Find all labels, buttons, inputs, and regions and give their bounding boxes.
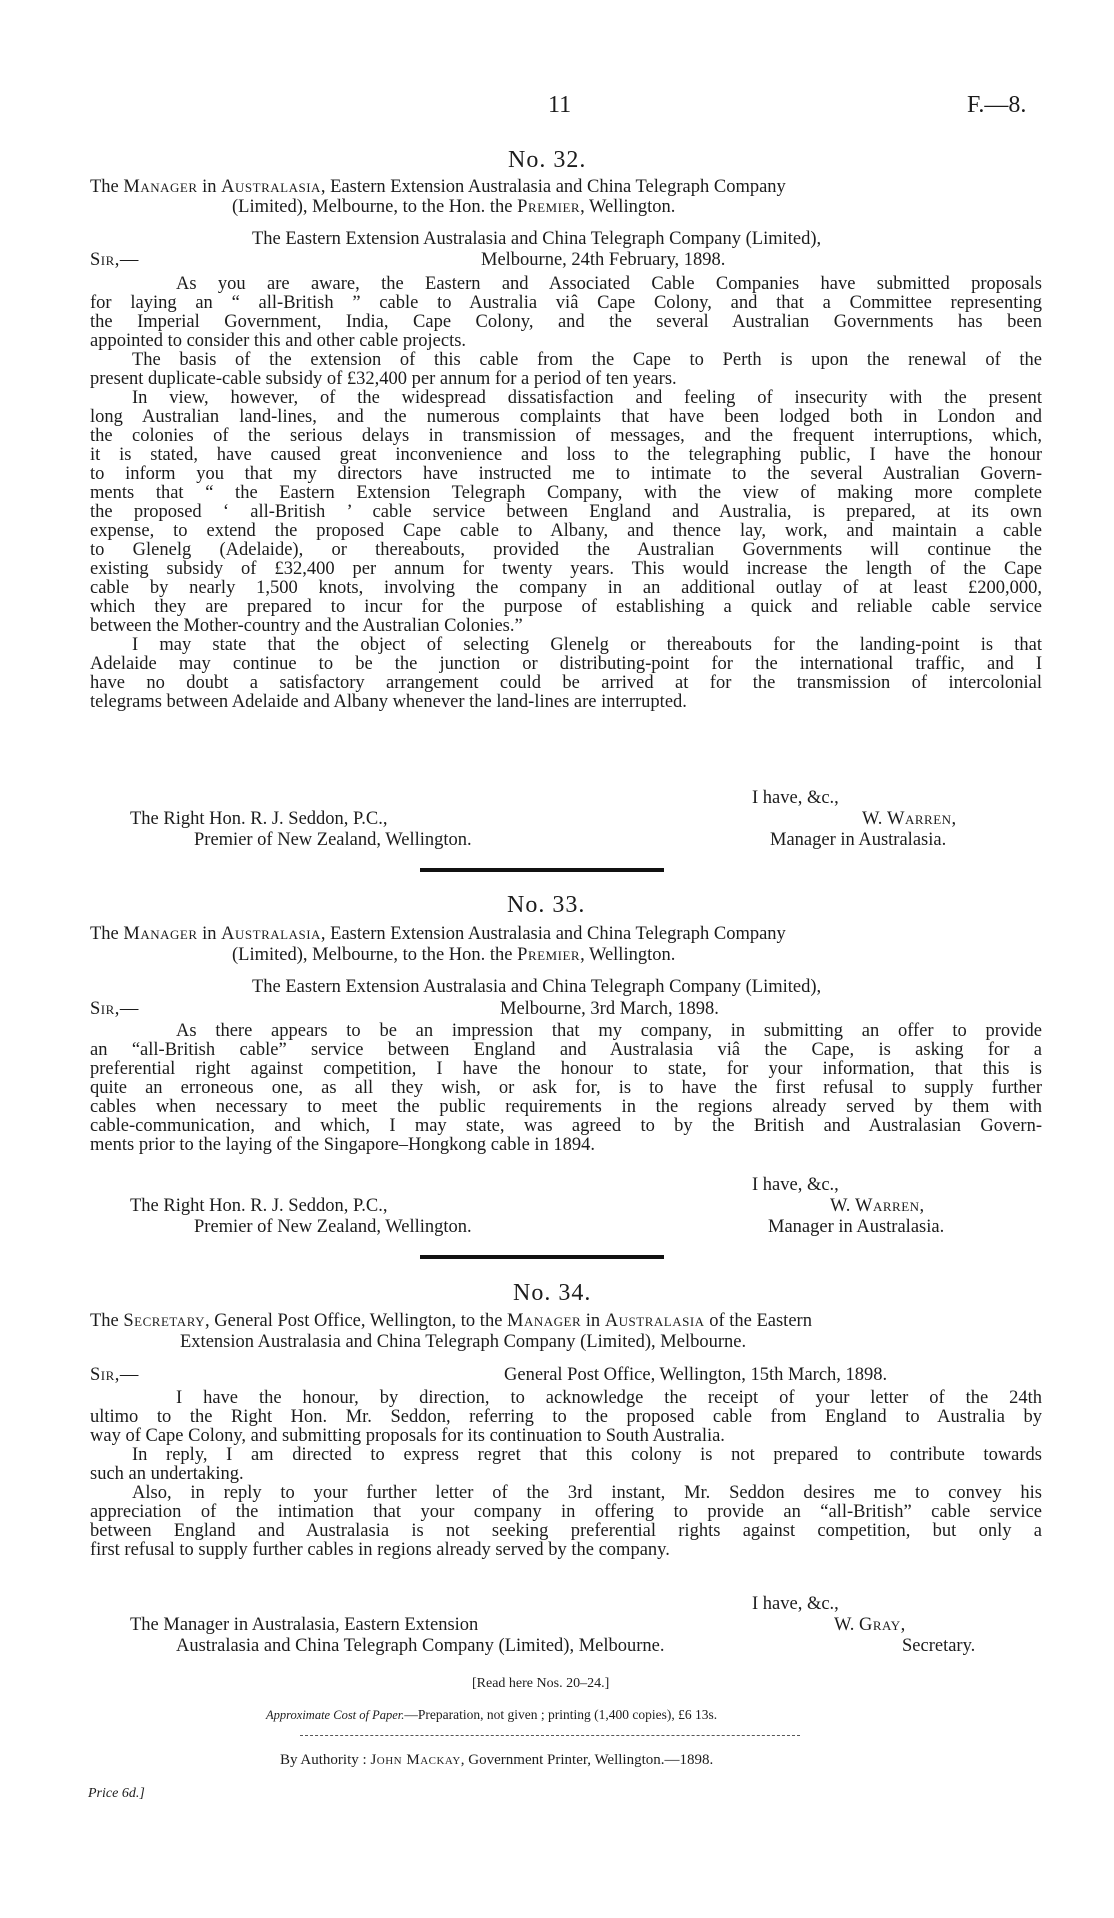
paragraph: Also, in reply to your further letter of the 3rd instant, Mr. Seddon desires me to convey his appreciation of the intimation that your company in offering to provide an “all-British” cable service between England and Australasia is not seeking preferential rights against competition, but only a first refusal to supply further cables in regions already served by the company. [90, 1483, 1042, 1560]
sender-address: The Eastern Extension Australasia and China Telegraph Company (Limited), [252, 229, 822, 249]
paragraph: I may state that the object of selecting Glenelg or thereabouts for the landing-point is that Adelaide may continue to be the junction or distributing-point for the international traffic, and I have no doubt a satisfactory arrangement could be arrived at for the transmission of intercolonial telegrams between Adelaide and Albany whenever the land-lines are interrupted. [90, 635, 1042, 712]
paragraph: The basis of the extension of this cable from the Cape to Perth is upon the renewal of the present duplicate-cable subsidy of £32,400 per annum for a period of ten years. [90, 350, 1042, 389]
signatory: W. Warren, [862, 809, 957, 829]
paragraph: In reply, I am directed to express regret that this colony is not prepared to contribute towards such an undertaking. [90, 1445, 1042, 1484]
salutation: Sir,— [90, 250, 139, 270]
page-number: 11 [548, 92, 572, 118]
letter-heading-line: The Secretary, General Post Office, Wellington, to the Manager in Australasia of the Eastern [90, 1311, 812, 1331]
signatory-title: Manager in Australasia. [768, 1217, 945, 1237]
sender-date: Melbourne, 24th February, 1898. [481, 250, 726, 270]
addressee-line: The Right Hon. R. J. Seddon, P.C., [130, 1196, 388, 1216]
addressee-line: Premier of New Zealand, Wellington. [194, 830, 472, 850]
paragraph: As you are aware, the Eastern and Associated Cable Companies have submitted proposals for laying an “ all-British ” cable to Australia viâ Cape Colony, and that a Committee representing the Imperial Government, India, Cape Colony, and the several Australian Governments has been appointed to consider this and other cable projects. [90, 274, 1042, 351]
letter-body [90, 1022, 1042, 1155]
document-reference: F.—8. [967, 92, 1027, 118]
cost-note: Approximate Cost of Paper.—Preparation, not given ; printing (1,400 copies), £6 13s. [266, 1707, 718, 1722]
section-divider [420, 1255, 664, 1259]
price-note: Price 6d.] [88, 1786, 145, 1801]
addressee-line: The Manager in Australasia, Eastern Extension [130, 1615, 479, 1635]
footer-divider [300, 1735, 800, 1736]
letter-number: No. 33. [507, 892, 586, 918]
letter-heading-line: The Manager in Australasia, Eastern Extension Australasia and China Telegraph Company [90, 924, 786, 944]
section-divider [420, 868, 664, 872]
closing: I have, &c., [752, 788, 839, 808]
signatory: W. Warren, [830, 1196, 925, 1216]
printer-authority: By Authority : John Mackay, Government Printer, Wellington.—1898. [280, 1752, 714, 1768]
letter-number: No. 34. [513, 1280, 592, 1306]
paragraph: I have the honour, by direction, to acknowledge the receipt of your letter of the 24th ultimo to the Right Hon. Mr. Seddon, referring to the proposed cable from England to Australia by way of Cape Colony, and submitting proposals for its continuation to South Australia. [90, 1388, 1042, 1446]
letter-number: No. 32. [508, 147, 587, 173]
paragraph: As there appears to be an impression that my company, in submitting an offer to provide an “all-British cable” service between England and Australasia viâ the Cape, is asking for a preferential right against competition, I have the honour to state, for your information, that this is quite an erroneous one, as all they wish, or ask for, is to have the first refusal to supply further cables when necessary to meet the public requirements in the regions already served by them with cable-communication, and which, I may state, was agreed to by the British and Australasian Govern- ments prior to the laying of the Singapore–Hongkong cable in 1894. [90, 1021, 1042, 1155]
signatory-title: Manager in Australasia. [770, 830, 947, 850]
signatory: W. Gray, [834, 1615, 906, 1635]
salutation: Sir,— [90, 999, 139, 1019]
addressee-line: Premier of New Zealand, Wellington. [194, 1217, 472, 1237]
read-here-note: [Read here Nos. 20–24.] [472, 1676, 610, 1691]
sender-date: Melbourne, 3rd March, 1898. [500, 999, 719, 1019]
letter-heading-line: The Manager in Australasia, Eastern Extension Australasia and China Telegraph Company [90, 177, 786, 197]
letter-body [90, 275, 1042, 712]
letter-heading-line: (Limited), Melbourne, to the Hon. the Premier, Wellington. [232, 945, 676, 965]
letter-body [90, 1389, 1042, 1560]
paragraph: In view, however, of the widespread dissatisfaction and feeling of insecurity with the present long Australian land-lines, and the numerous complaints that have been lodged both in London and the colonies of the serious delays in transmission of messages, and the frequent interruptions, which, it is stated, have caused great inconvenience and loss to the telegraphing public, I have the honour to inform you that my directors have instructed me to intimate to the several Australian Govern- ments that “ the Eastern Extension Telegraph Company, with the view of making more complete the proposed ‘ all-British ’ cable service between England and Australia, is prepared, at its own expense, to extend the proposed Cape cable to Albany, and thence lay, work, and maintain a cable to Glenelg (Adelaide), or thereabouts, provided the Australian Governments will continue the existing subsidy of £32,400 per annum for twenty years. This would increase the length of the Cape cable by nearly 1,500 knots, involving the company in an additional outlay of at least £200,000, which they are prepared to incur for the purpose of establishing a quick and reliable cable service between the Mother-country and the Australian Colonies.” [90, 388, 1042, 636]
closing: I have, &c., [752, 1175, 839, 1195]
letter-heading-line: (Limited), Melbourne, to the Hon. the Premier, Wellington. [232, 197, 676, 217]
sender-date: General Post Office, Wellington, 15th March, 1898. [504, 1365, 888, 1385]
salutation: Sir,— [90, 1365, 139, 1385]
addressee-line: The Right Hon. R. J. Seddon, P.C., [130, 809, 388, 829]
addressee-line: Australasia and China Telegraph Company (Limited), Melbourne. [176, 1636, 665, 1656]
sender-address: The Eastern Extension Australasia and China Telegraph Company (Limited), [252, 977, 822, 997]
closing: I have, &c., [752, 1594, 839, 1614]
signatory-title: Secretary. [902, 1636, 976, 1656]
letter-heading-line: Extension Australasia and China Telegraph Company (Limited), Melbourne. [180, 1332, 747, 1352]
